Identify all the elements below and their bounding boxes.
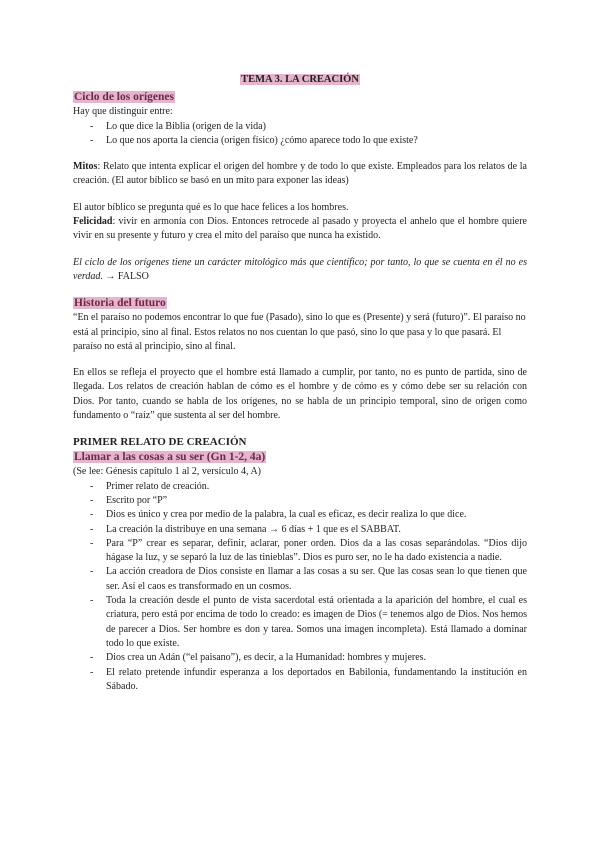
list-item: - Dios es único y crea por medio de la palabra, la cual es eficaz, es decir realiza lo que dice. <box>90 509 467 521</box>
list-item: - Primer relato de creación. <box>90 480 210 492</box>
ciclo-italic-paragraph: El ciclo de los orígenes tiene un carácter mitológico más que científico; por tanto, lo que se cuenta en él no es verdad. → FALSO <box>73 256 527 282</box>
list-item: - Para “P” crear es separar, definir, aclarar, poner orden. Dios da a las cosas separándolas. “Dios dijo hágase la luz, y se separó la luz de las tinieblas”. Dios es puro ser, no le ha dado existencia a nadie. <box>90 537 527 564</box>
list-item: - Escrito por “P” <box>90 494 168 506</box>
heading-primer-relato: PRIMER RELATO DE CREACIÓN <box>73 436 247 449</box>
list-item: - Lo que nos aporta la ciencia (origen físico) ¿cómo aparece todo lo que existe? <box>90 134 418 146</box>
mitos-paragraph: Mitos: Relato que intenta explicar el origen del hombre y de todo lo que existe. Empleados para los relatos de la creación. (El autor bíblico se basó en un mito para exponer las ideas) <box>73 161 527 187</box>
heading-historia-futuro: Historia del futuro <box>74 297 166 310</box>
origins-list <box>73 120 527 149</box>
list-item: - Toda la creación desde el punto de vista sacerdotal está orientada a la aparición del hombre, el cual es criatura, pero está por encima de todo lo creado: es imagen de Dios (= tenemos algo de Dios. Nos hemos de parecer a Dios. Ser hombre es don y tarea. Somos una imagen incompleta). Está llamado a dominar todo lo que existe. <box>90 595 527 649</box>
autor-paragraph: El autor bíblico se pregunta qué es lo que hace felices a los hombres. <box>73 201 349 213</box>
historia-paragraph-2: En ellos se refleja el proyecto que el hombre está llamado a cumplir, por tanto, no es punto de partida, sino de llegada. Los relatos de creación hablan de cómo es el hombre y de cómo es y cómo debe ser su relación con Dios. Por tanto, cuando se habla de los orígenes, no se habla de un principio temporal, sino de origen como fundamento o “raíz” que sustenta al ser del hombre. <box>73 367 527 422</box>
historia-paragraph-1: “En el paraíso no podemos encontrar lo que fue (Pasado), sino lo que es (Presente) y será (futuro)”. El paraíso no está al principio, sino al final. Estos relatos no nos cuentan lo que pasó, sino lo que pasa y lo que pasará. El paraíso no está al principio, sino al final. <box>73 312 526 352</box>
list-item: - La creación la distribuye en una semana → 6 días + 1 que es el SABBAT. <box>90 523 401 535</box>
intro-se-lee: (Se lee: Génesis capítulo 1 al 2, versículo 4, A) <box>73 466 262 478</box>
heading-llamar-cosas: Llamar a las cosas a su ser (Gn 1-2, 4a) <box>74 451 266 464</box>
felicidad-paragraph: Felicidad: vivir en armonía con Dios. Entonces retrocede al pasado y proyecta el anhelo que el hombre quiere vivir en su presente y futuro y crea el mito del paraíso que nunca ha existido. <box>73 216 527 242</box>
heading-ciclo-origenes: Ciclo de los orígenes <box>74 91 174 104</box>
primer-relato-list <box>73 480 527 694</box>
arrow-icon: → <box>105 270 116 282</box>
document-title: TEMA 3. LA CREACIÓN <box>241 74 359 85</box>
list-item: - Dios crea un Adán (“el paisano”), es decir, a la Humanidad: hombres y mujeres. <box>90 652 427 664</box>
intro-distinguir: Hay que distinguir entre: <box>73 106 173 118</box>
list-item: - La acción creadora de Dios consiste en llamar a las cosas a su ser. Que las cosas sean lo que tienen que ser. Así el caos es transformado en un cosmos. <box>90 566 527 592</box>
page-content <box>73 73 527 694</box>
list-item: - Lo que dice la Biblia (origen de la vida) <box>90 120 266 132</box>
list-item: - El relato pretende infundir esperanza a los deportados en Babilonia, fundamentando la institución en Sábado. <box>90 666 527 692</box>
